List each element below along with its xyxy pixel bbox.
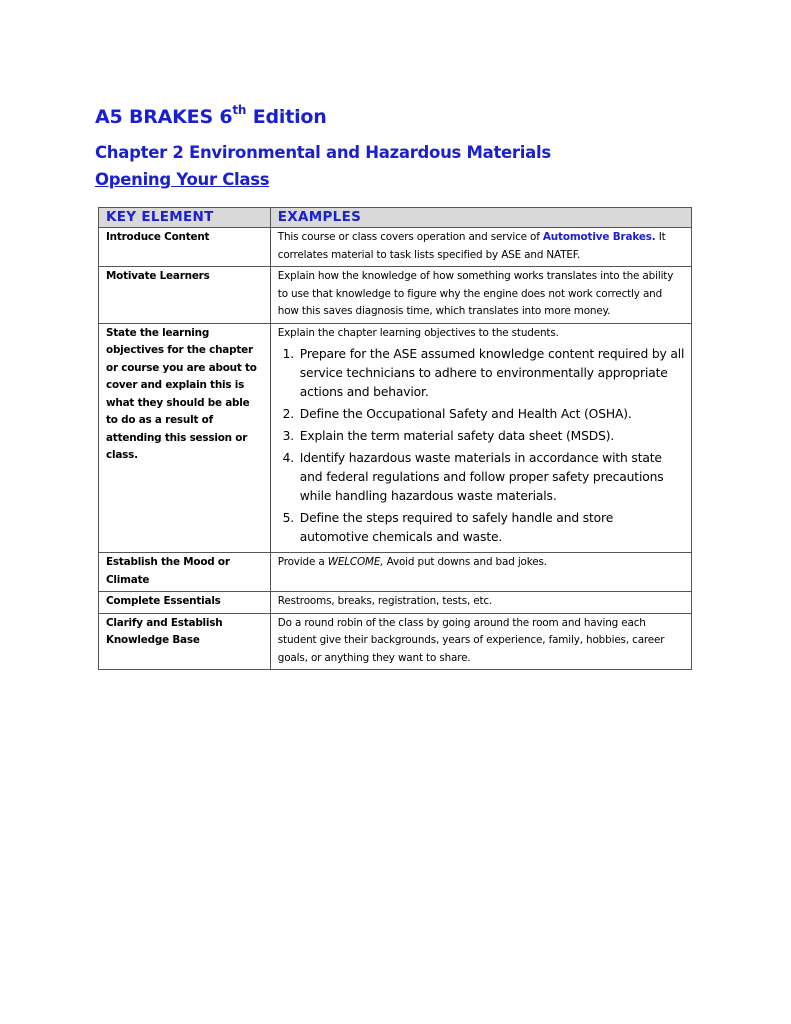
title-end: Edition	[246, 106, 327, 128]
table-header-row	[99, 208, 692, 228]
document-title	[95, 102, 327, 128]
table-row-knowledge-base	[99, 613, 692, 670]
examples-cell	[270, 323, 691, 553]
examples-cell	[270, 553, 691, 592]
title-superscript: th	[232, 102, 247, 117]
column-header-examples: EXAMPLES	[270, 208, 691, 228]
objective-item: 3. Explain the term material safety data sheet (MSDS).	[298, 427, 685, 446]
examples-text: It correlates material to task lists specified by ASE and NATEF.	[277, 231, 666, 261]
key-element-cell: State the learning objectives for the chapter or course you are about to cover and explain this is what they should be able to do as a result of attending this session or class.	[99, 323, 271, 553]
examples-cell: Do a round robin of the class by going around the room and having each student give their backgrounds, years of experience, family, hobbies, career goals, or anything they want to share.	[270, 613, 691, 670]
table-row-motivate-learners	[99, 267, 692, 324]
table-row-establish-mood	[99, 553, 692, 592]
examples-cell: Explain how the knowledge of how something works translates into the ability to use that knowledge to figure why the engine does not work correctly and how this saves diagnosis time, which translates into more money.	[270, 267, 691, 324]
section-heading: Opening Your Class	[95, 170, 270, 189]
objective-item: 5. Define the steps required to safely handle and store automotive chemicals and waste.	[298, 509, 685, 547]
key-element-cell: Clarify and Establish Knowledge Base	[99, 613, 271, 670]
examples-cell	[270, 228, 691, 267]
course-name-highlight: Automotive Brakes.	[542, 231, 656, 243]
examples-cell: Restrooms, breaks, registration, tests, etc.	[270, 592, 691, 614]
objective-item: 4. Identify hazardous waste materials in accordance with state and federal regulations and follow proper safety precautions while handling hazardous waste materials.	[298, 449, 685, 506]
table-row-learning-objectives	[99, 323, 692, 553]
chapter-title: Chapter 2 Environmental and Hazardous Materials	[95, 143, 551, 162]
objectives-intro: Explain the chapter learning objectives to the students.	[277, 326, 559, 339]
examples-text: Avoid put downs and bad jokes.	[383, 556, 547, 568]
objective-item: 2. Define the Occupational Safety and Health Act (OSHA).	[298, 405, 685, 424]
welcome-emphasis: WELCOME,	[327, 556, 384, 568]
table-row-complete-essentials	[99, 592, 692, 614]
table-row-introduce-content	[99, 228, 692, 267]
key-element-cell: Complete Essentials	[99, 592, 271, 614]
column-header-key-element: KEY ELEMENT	[99, 208, 271, 228]
key-element-cell: Establish the Mood or Climate	[99, 553, 271, 592]
examples-text: This course or class covers operation and service of	[277, 231, 543, 243]
title-main: A5 BRAKES 6	[95, 106, 233, 128]
objective-item: 1. Prepare for the ASE assumed knowledge content required by all service technicians to adhere to environmentally appropriate actions and behavior.	[298, 345, 685, 402]
key-element-cell: Introduce Content	[99, 228, 271, 267]
examples-text: Provide a	[277, 556, 328, 568]
key-element-cell: Motivate Learners	[99, 267, 271, 324]
objectives-list	[278, 345, 685, 547]
opening-class-table	[98, 207, 692, 670]
